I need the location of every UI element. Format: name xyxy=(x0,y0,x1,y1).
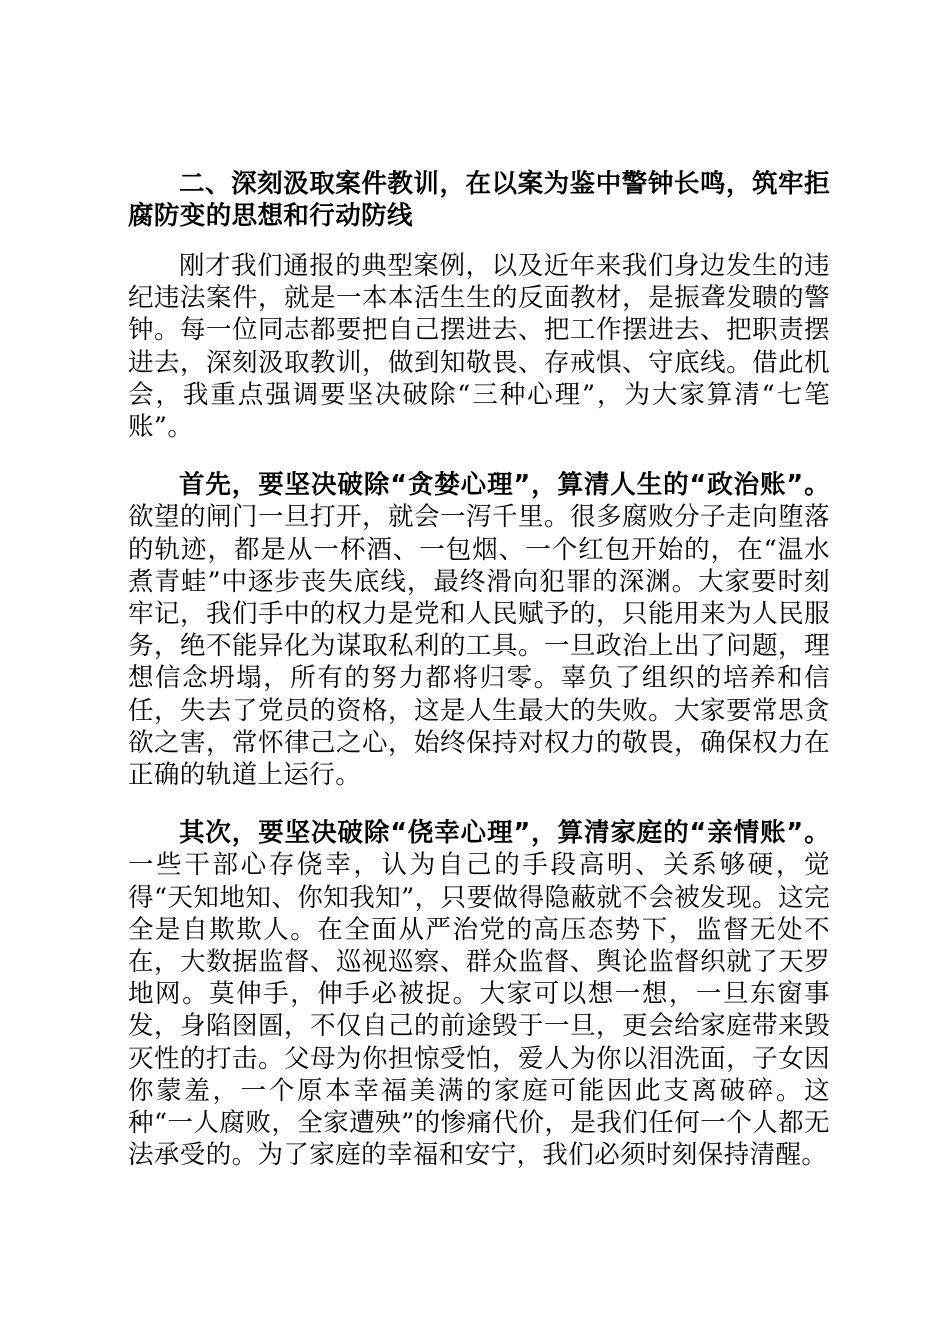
document-body xyxy=(128,168,830,1171)
point-lead-1: 首先，要坚决破除“贪婪心理”，算清人生的“政治账”。 xyxy=(179,470,830,501)
point-body-2: 一些干部心存侥幸，认为自己的手段高明、关系够硬，觉得“天知地知、你知我知”，只要做得隐蔽就不会被发现。这完全是自欺欺人。在全面从严治党的高压态势下，监督无处不在，大数据监督、巡视巡察、群众监督、舆论监督织就了天罗地网。莫伸手，伸手必被捉。大家可以想一想，一旦东窗事发，身陷囹圄，不仅自己的前途毁于一旦，更会给家庭带来毁灭性的打击。父母为你担惊受怕，爱人为你以泪洗面，子女因你蒙羞，一个原本幸福美满的家庭可能因此支离破碎。这种“一人腐败，全家遭殃”的惨痛代价，是我们任何一个人都无法承受的。为了家庭的幸福和安宁，我们必须时刻保持清醒。 xyxy=(128,850,830,1171)
section-heading: 二、深刻汲取案件教训，在以案为鉴中警钟长鸣，筑牢拒腐防变的思想和行动防线 xyxy=(128,169,830,231)
point-paragraph-1 xyxy=(128,469,830,791)
point-paragraph-2 xyxy=(128,817,830,1171)
intro-paragraph: 刚才我们通报的典型案例，以及近年来我们身边发生的违纪违法案件，就是一本本活生生的反面教材，是振聋发聩的警钟。每一位同志都要把自己摆进去、把工作摆进去、把职责摆进去，深刻汲取教训，做到知敬畏、存戒惧、守底线。借此机会，我重点强调要坚决破除“三种心理”，为大家算清“七笔账”。 xyxy=(128,251,830,443)
point-lead-2: 其次，要坚决破除“侥幸心理”，算清家庭的“亲情账”。 xyxy=(179,818,830,849)
point-body-1: 欲望的闸门一旦打开，就会一泻千里。很多腐败分子走向堕落的轨迹，都是从一杯酒、一包烟、一个红包开始的，在“温水煮青蛙”中逐步丧失底线，最终滑向犯罪的深渊。大家要时刻牢记，我们手中的权力是党和人民赋予的，只能用来为人民服务，绝不能异化为谋取私利的工具。一旦政治上出了问题，理想信念坍塌，所有的努力都将归零。辜负了组织的培养和信任，失去了党员的资格，这是人生最大的失败。大家要常思贪欲之害，常怀律己之心，始终保持对权力的敬畏，确保权力在正确的轨道上运行。 xyxy=(128,502,830,791)
